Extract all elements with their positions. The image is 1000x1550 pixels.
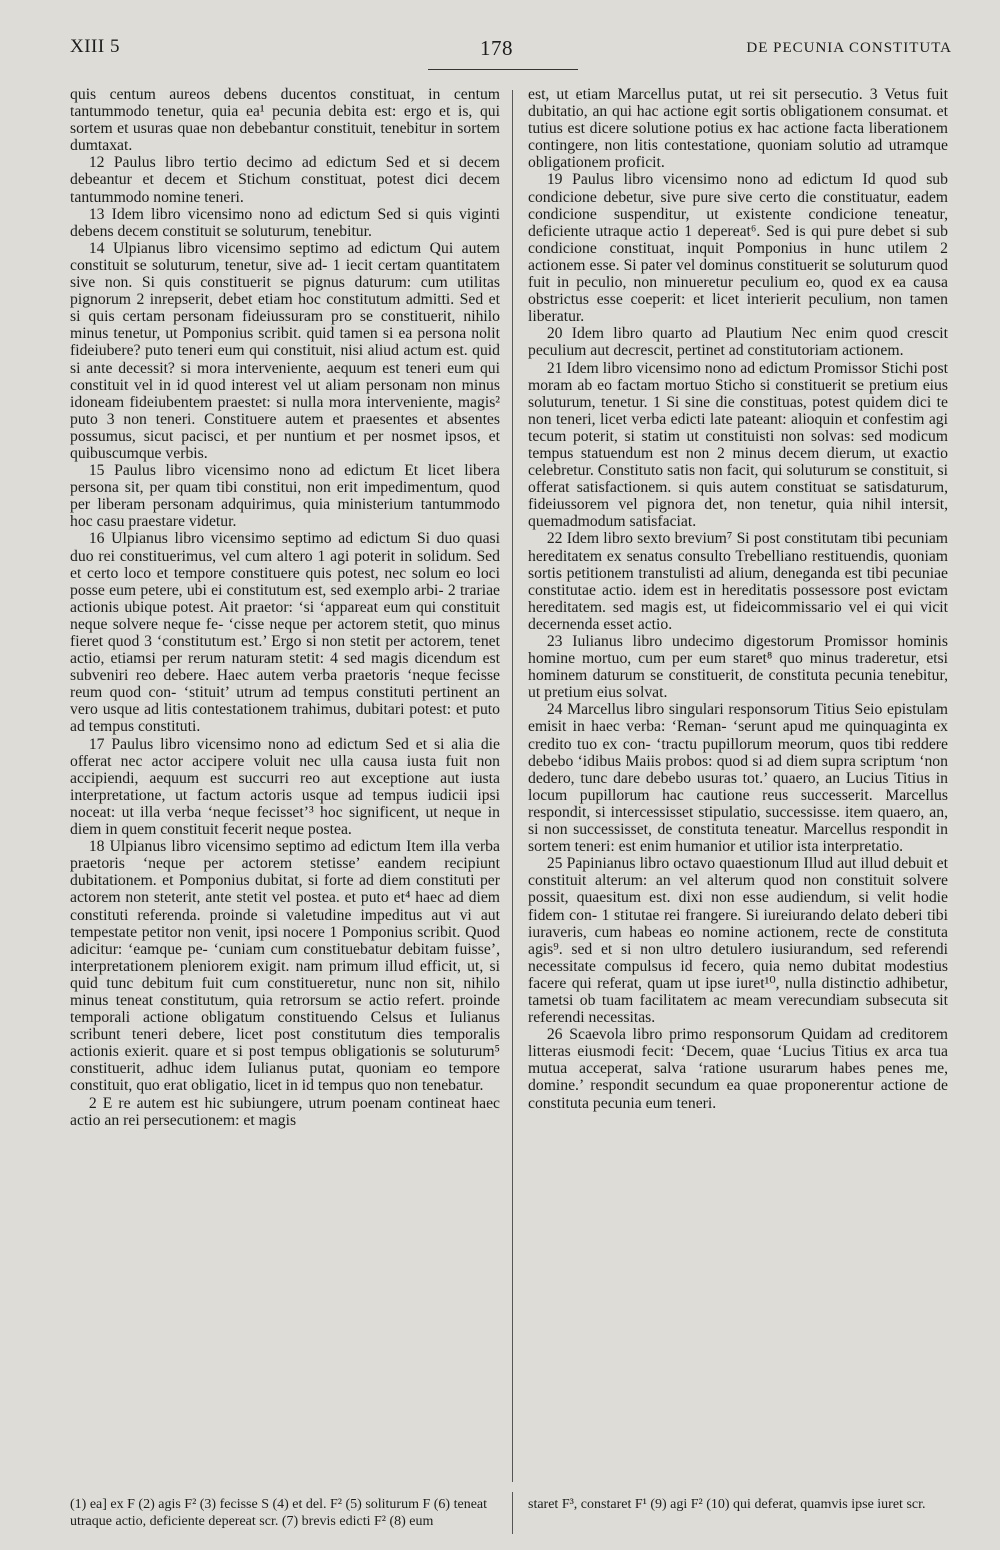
footnotes-right: staret F³, constaret F¹ (9) agi F² (10) qui deferat, quamvis ipse iuret scr.: [528, 1497, 926, 1512]
paragraph: 20 Idem libro quarto ad Plautium Nec enim quod crescit peculium aut decrescit, pertinet ad constitutoriam actionem.: [528, 325, 948, 360]
paragraph: 19 Paulus libro vicensimo nono ad edictum Id quod sub condicione debetur, sive pure sive certo die constituatur, eadem condicione suspenditur, ut existente condicione teneatur, deficiente utraque actio 1 depereat⁶. Sed is qui pure debet si sub condicione constituat, inquit Pomponius in hunc utilem 2 actionem esse. Si pater vel dominus constituerit se soluturum quod fuit in peculio, non minueretur peculium eo, quod ex ea causa obstrictus esse coeperit: et licet interierit peculium, non tamen liberatur.: [528, 171, 948, 326]
paragraph: 12 Paulus libro tertio decimo ad edictum Sed et si decem debeantur et decem et Stichum constituat, potest dici decem tantummodo nomine teneri.: [70, 154, 500, 206]
paragraph: 2 E re autem est hic subiungere, utrum poenam contineat haec actio an rei persecutionem: et magis: [70, 1094, 500, 1129]
paragraph: 18 Ulpianus libro vicensimo septimo ad edictum Item illa verba praetoris ‘neque per actorem stetisse’ eandem recipiunt dubitationem. et Pomponius dubitat, si forte ad diem constituti per actorem non steterit, ante stetit vel postea. et puto et⁴ haec ad diem constituti referenda. proinde si valetudine impeditus aut vi aut tempestate petitor non venit, ipsi nocere 1 Pomponius scribit. Quod adicitur: ‘eamque pe- ‘cuniam cum constituebatur debitam fuisse’, interpretationem pleniorem exigit. nam primum illud efficit, ut, si quid tunc debitum fuit cum constitueretur, nunc non sit, nihilo minus teneat constitutum, quia retrorsum se actio refert. proinde temporali actione obligatum constituendo Celsus et Iulianus scribunt teneri debere, licet post constitutum dies temporalis actionis exierit. quare et si post tempus obligationis se soluturum⁵ constituerit, adhuc idem Iulianus putat, quoniam eo tempore constituit, quo erat obligatio, licet in id tempus quo non tenebatur.: [70, 838, 500, 1095]
paragraph: 16 Ulpianus libro vicensimo septimo ad edictum Si duo quasi duo rei constituerimus, vel cum altero 1 agi poterit in solidum. Sed et certo loco et tempore constituere quis potest, nec solum eo loci posse eum petere, ubi ei constitutum est, sed exemplo arbi- 2 trariae actionis ubique potest. Ait praetor: ‘si ‘appareat eum qui constituit neque solvere neque fe- ‘cisse neque per actorem stetit, quo minus fieret quod 3 ‘constitutum est.’ Ergo si non stetit per actorem, tenet actio, etiamsi per rerum naturam stetit: 4 sed magis dicendum est subveniri reo debere. Haec autem verba praetoris ‘neque fecisse reum quod con- ‘stituit’ utrum ad tempus constituti pertinent an vero usque ad litis contestationem trahimus, dubitari potest: et puto ad tempus constituti.: [70, 530, 500, 736]
paragraph: quis centum aureos debens ducentos constituat, in centum tantummodo tenetur, quia ea¹ pecunia debita est: ergo et is, qui sortem et usuras quae non debebantur constituit, tenebitur in sortem dumtaxat.: [70, 86, 500, 155]
book-reference: XIII 5: [70, 36, 120, 57]
page-number: 178: [480, 36, 513, 60]
right-column: [528, 86, 948, 1112]
footnote-separator: [512, 1492, 513, 1534]
paragraph: 14 Ulpianus libro vicensimo septimo ad edictum Qui autem constituit se soluturum, tenetur, sive ad- 1 iecit certam quantitatem sive non. Si quis constituerit se pignus daturum: cum utilitas pignorum 2 inrepserit, debet etiam hoc constitutum admitti. Sed et si quis certam personam fideiussuram pro se constituerit, nihilo minus tenetur, ut Pomponius scribit. quid tamen si ea persona nolit fideiubere? puto teneri eum qui constituit, nisi aliud actum est. quid si ante decessit? si mora interveniente, aequum est teneri eum qui constituit vel in id quod interest vel ut aliam personam non minus idoneam fideiubentem praestet: si nulla mora interveniente, magis² puto 3 non teneri. Constituere autem et praesentes et absentes possumus, sicut pacisci, et per nuntium et per nosmet ipsos, et quibuscumque verbis.: [70, 239, 500, 462]
paragraph: 15 Paulus libro vicensimo nono ad edictum Et licet libera persona sit, per quam tibi constitui, non erit impedimentum, quod per liberam personam adquirimus, quia ministerium tantummodo hoc casu praestare videtur.: [70, 462, 500, 531]
footnotes-left: (1) ea] ex F (2) agis F² (3) fecisse S (4) et del. F² (5) soliturum F (6) teneat utraque actio, deficiente depereat scr. (7) brevis edicti F² (8) eum: [70, 1497, 488, 1529]
paragraph: 25 Papinianus libro octavo quaestionum Illud aut illud debuit et constituit alterum: an vel alterum quod non constituit solvere possit, quaesitum est. dixi non esse audiendum, si velit hodie fidem con- 1 stitutae rei frangere. Si iureiurando delato deberi tibi iuraveris, cum habeas eo nomine actionem, recte de constituta agis⁹. sed et si non ultro detulero iusiurandum, sed referendi necessitate compulsus id fecero, quia nemo dubitat modestius facere qui referat, quam ut ipse iuret¹⁰, nulla distinctio adhibetur, tametsi ob tuam facilitatem ac meam verecundiam subsecuta sit referendi necessitas.: [528, 855, 948, 1027]
paragraph: 26 Scaevola libro primo responsorum Quidam ad creditorem litteras eiusmodi fecit: ‘Decem, quae ‘Lucius Titius ex arca tua mutua acceperat, salva ‘ratione usurarum habes penes me, domine.’ respondit secundum ea quae proponerentur actione de constituta pecunia eum teneri.: [528, 1026, 948, 1112]
paragraph: 22 Idem libro sexto brevium⁷ Si post constitutam tibi pecuniam hereditatem ex senatus consulto Trebelliano restituendis, quoniam sortis petitionem transtulisti ad alium, deneganda est tibi pecuniae constitutae actio. idem est in hereditatis possessore post evictam hereditatem. sed magis est, ut fideicommissario vel ei qui vicit decernenda esset actio.: [528, 530, 948, 633]
paragraph: 17 Paulus libro vicensimo nono ad edictum Sed et si alia die offerat nec actor accipere voluit nec ulla causa iusta fuit non accipiendi, aequum est succurri reo aut exceptione aut iusta interpretatione, ut factum actoris usque ad tempus iudicii ipsi noceat: ut illa verba ‘neque fecisset’³ hoc significent, ut neque in diem in quem constituit fecerit neque postea.: [70, 735, 500, 839]
paragraph: est, ut etiam Marcellus putat, ut rei sit persecutio. 3 Vetus fuit dubitatio, an qui hac actione egit sortis obligationem consumat. et tutius est dicere solutione potius ex hac actione facta liberationem contingere, non litis contestatione, quoniam solutio ad utramque obligationem proficit.: [528, 86, 948, 172]
left-column: [70, 86, 500, 1129]
running-title: DE PECUNIA CONSTITUTA: [746, 40, 952, 56]
column-separator: [512, 90, 513, 1482]
header-rule: [428, 69, 578, 70]
paragraph: 24 Marcellus libro singulari responsorum Titius Seio epistulam emisit in haec verba: ‘Reman- ‘serunt apud me quinquaginta ex credito tuo ex con- ‘tractu pupillorum meorum, quos tibi reddere debebo ‘idibus Maiis probos: quod si ad diem supra scriptum ‘non dedero, tunc dare debebo usuras tot.’ quaero, an Lucius Titius in locum pupillorum hac cautione reus successerit. Marcellus respondit, si intercessisset stipulatio, successisse. item quaero, an, si non successisset, de constituta teneatur. Marcellus respondit in sortem teneri: est enim humanior et utilior ista interpretatio.: [528, 701, 948, 856]
paragraph: 21 Idem libro vicensimo nono ad edictum Promissor Stichi post moram ab eo factam mortuo Sticho si constituerit se pretium eius soluturum, tenetur. 1 Si sine die constituas, potest quidem dici te non teneri, licet verba edicti late pateant: alioquin et confestim agi tecum poterit, si statim ut constituisti non solvas: sed modicum tempus statuendum est non 2 minus decem dierum, ut exactio celebretur. Constituto satis non facit, qui soluturum se constituit, si offerat satisfactionem. si quis autem constituat se satisdaturum, fideiussorem vel pignora det, non tenetur, quia nihil intersit, quemadmodum satisfaciat.: [528, 359, 948, 531]
paragraph: 23 Iulianus libro undecimo digestorum Promissor hominis homine mortuo, cum per eum staret⁸ quo minus traderetur, etsi hominem daturum se constituerit, de constituta pecunia tenebitur, ut pretium eius solvat.: [528, 633, 948, 702]
paragraph: 13 Idem libro vicensimo nono ad edictum Sed si quis viginti debens decem constituit se soluturum, tenebitur.: [70, 205, 500, 240]
